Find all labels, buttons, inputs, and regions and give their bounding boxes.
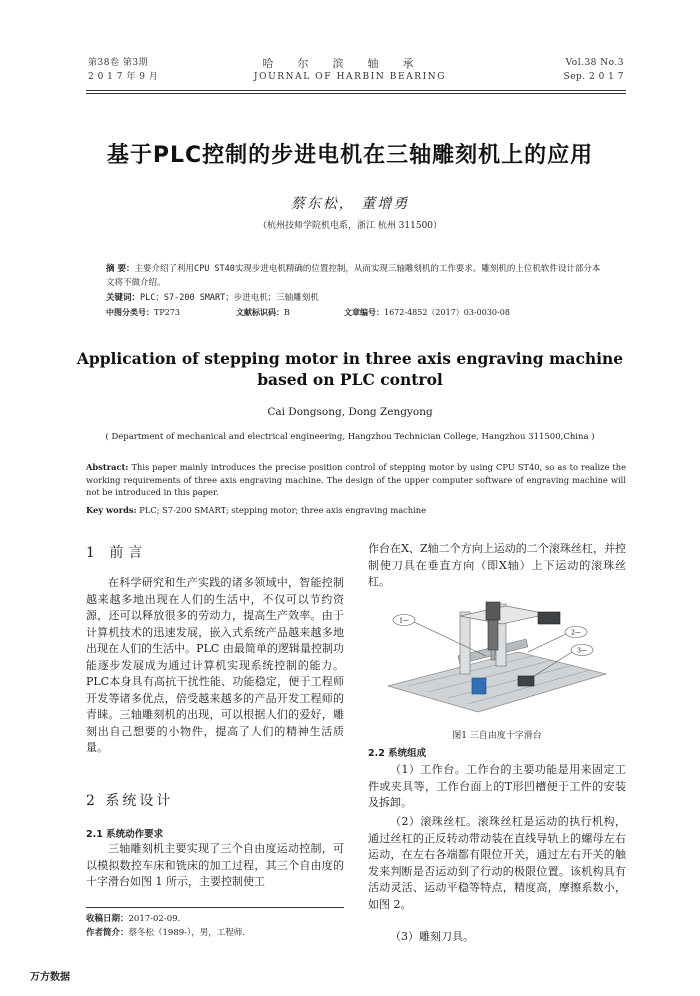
- subsection-2-1-paragraph: 三轴雕刻机主要实现了三个自由度运动控制，可以模拟数控车床和铣床的加工过程，其三个自由度的十字滑台如图 1 所示，主要控制使工: [86, 842, 344, 888]
- keywords-en-label: Key words:: [86, 505, 137, 515]
- item-1-worktable: （1）工作台。工作台的主要功能是用来固定工件或夹具等，工作台面上的T形凹槽便于工件的安装及拆卸。: [368, 763, 626, 809]
- subsection-2-1-heading: 2.1 系统动作要求: [86, 829, 164, 840]
- footnote-bio: [86, 926, 386, 940]
- abstract-en-label: Abstract:: [86, 462, 129, 472]
- section-1-heading: 1 前言: [86, 545, 148, 561]
- footnote-rule: [86, 907, 344, 908]
- header-date-en: Sep. 2 0 1 7: [563, 72, 624, 82]
- section-2-heading: 2 系统设计: [86, 793, 174, 809]
- cutting-tool: [491, 650, 495, 660]
- callout-label-1: 1—: [399, 617, 409, 625]
- abstract-cn: [106, 262, 606, 290]
- header-rule-thick: [86, 90, 626, 91]
- section-1-paragraph: 在科学研究和生产实践的诸多领域中，智能控制越来越多地出现在人们的生活中，不仅可以节约资源，还可以释放很多的劳动力，提高生产效率。由于计算机技术的迅速发展，嵌入式系统产品越来越多地出现在人们的生活中。PLC 由最简单的逻辑量控制功能逐步发展成为通过计算机实现系统控制的能力。PLC本身具有高抗干扰性能、功能稳定，便于工程师开发等诸多优点，倍受越来越多的产品开发工程师的青睐。三轴雕刻机的出现，可以根据人们的爱好，雕刻出自己想要的小物件，提高了人们的精神生活质量。: [86, 576, 344, 754]
- figure-1-caption: 图1 三自由度十字滑台: [452, 731, 542, 741]
- item-2-ball-screw: （2）滚珠丝杠。滚珠丝杠是运动的执行机构，通过丝杠的正反转动带动装在直线导轨上的螺母左右运动，在左右各端都有限位开关，通过左右开关的触发来判断是否运动到了行动的极限位置。该机构具有活动灵活、运动平稳等特点，精度高，摩擦系数小，如图 2。: [368, 815, 626, 911]
- journal-name-cn: 哈尔滨轴承: [262, 57, 438, 70]
- affiliation-en: ( Department of mechanical and electrical engineering, Hangzhou Technician College, Hangzhou 311500,China ): [105, 432, 595, 442]
- doc-code: [236, 306, 290, 320]
- article-label: 文章编号：: [344, 308, 384, 317]
- header-rule-thin: [86, 93, 626, 94]
- header-volume-cn: 第38卷 第3期: [88, 58, 149, 68]
- keywords-cn-text: PLC；S7-200 SMART；步进电机；三轴雕刻机: [140, 293, 319, 303]
- abstract-en: [86, 461, 626, 499]
- z-motor: [486, 602, 500, 620]
- keywords-en: [86, 504, 626, 516]
- abstract-en-text: This paper mainly introduces the precise position control of stepping motor by using CPU ST40, so as to realize the working requirements of three axis engraving machine. The design of the upper computer software of engraving machine will not be introduced in this paper.: [86, 462, 626, 497]
- bio-value: 蔡冬松（1989-），男，工程师.: [128, 928, 245, 938]
- affiliation-cn: （杭州技师学院机电系，浙江 杭州 311500）: [257, 221, 443, 231]
- bio-label: 作者简介：: [86, 928, 129, 938]
- wanfang-watermark: 万方数据: [30, 972, 70, 983]
- keywords-cn-label: 关键词：: [106, 293, 141, 303]
- figure-1-cross-slide: [368, 594, 626, 720]
- journal-name-en: JOURNAL OF HARBIN BEARING: [253, 72, 447, 82]
- article-number: [344, 306, 510, 320]
- footnote: [86, 912, 386, 940]
- clc-value: TP273: [154, 308, 180, 317]
- header-volume-block-en: [564, 56, 624, 84]
- doc-label: 文献标识码：: [236, 308, 284, 317]
- received-label: 收稿日期：: [86, 914, 129, 924]
- keywords-en-text: PLC; S7-200 SMART; stepping motor; three axis engraving machine: [136, 505, 427, 515]
- clc-label: 中图分类号：: [106, 308, 154, 317]
- received-value: 2017-02-09.: [128, 914, 181, 924]
- clc-code: [106, 306, 180, 320]
- footnote-received: [86, 912, 386, 926]
- spindle: [488, 620, 498, 650]
- abstract-cn-text: 主要介绍了利用CPU ST40实现步进电机精确的位置控制，从而实现三轴雕刻机的工作要求。雕刻机的上位机软件设计部分本文将不做介绍。: [106, 264, 601, 288]
- paper-title-en: Application of stepping motor in three axis engraving machine based on PLC control: [76, 349, 624, 389]
- header-volume-en: Vol.38 No.3: [565, 58, 624, 68]
- article-value: 1672-4852（2017）03-0030-08: [384, 308, 510, 317]
- gantry-beam: [460, 606, 548, 624]
- x-motor: [538, 612, 560, 624]
- callout-label-2: 2—: [571, 629, 581, 637]
- continued-paragraph: 作台在X、Z轴二个方向上运动的二个滚珠丝杠，并控制使刀具在垂直方向（即X轴）上下运动的滚珠丝杠。: [368, 542, 626, 588]
- doc-value: B: [284, 308, 290, 317]
- paper-title-cn: 基于PLC控制的步进电机在三轴雕刻机上的应用: [106, 143, 594, 168]
- header-volume-block: [88, 56, 158, 84]
- figure-1-illustration: [368, 594, 626, 720]
- authors-cn: 蔡东松， 董增勇: [290, 196, 410, 212]
- authors-en: Cai Dongsong, Dong Zengyong: [267, 406, 433, 418]
- header-date-cn: 2 0 1 7 年 9 月: [88, 72, 159, 82]
- y-motor: [518, 676, 534, 686]
- callout-label-3: 3—: [577, 647, 587, 655]
- blue-controller-plate: [472, 678, 486, 694]
- item-3-engraving-tool: （3）雕刻刀具。: [390, 930, 474, 943]
- left-column: [460, 612, 470, 674]
- subsection-2-2-heading: 2.2 系统组成: [368, 748, 427, 759]
- keywords-cn: [106, 291, 606, 305]
- abstract-cn-label: 摘 要：: [106, 264, 135, 274]
